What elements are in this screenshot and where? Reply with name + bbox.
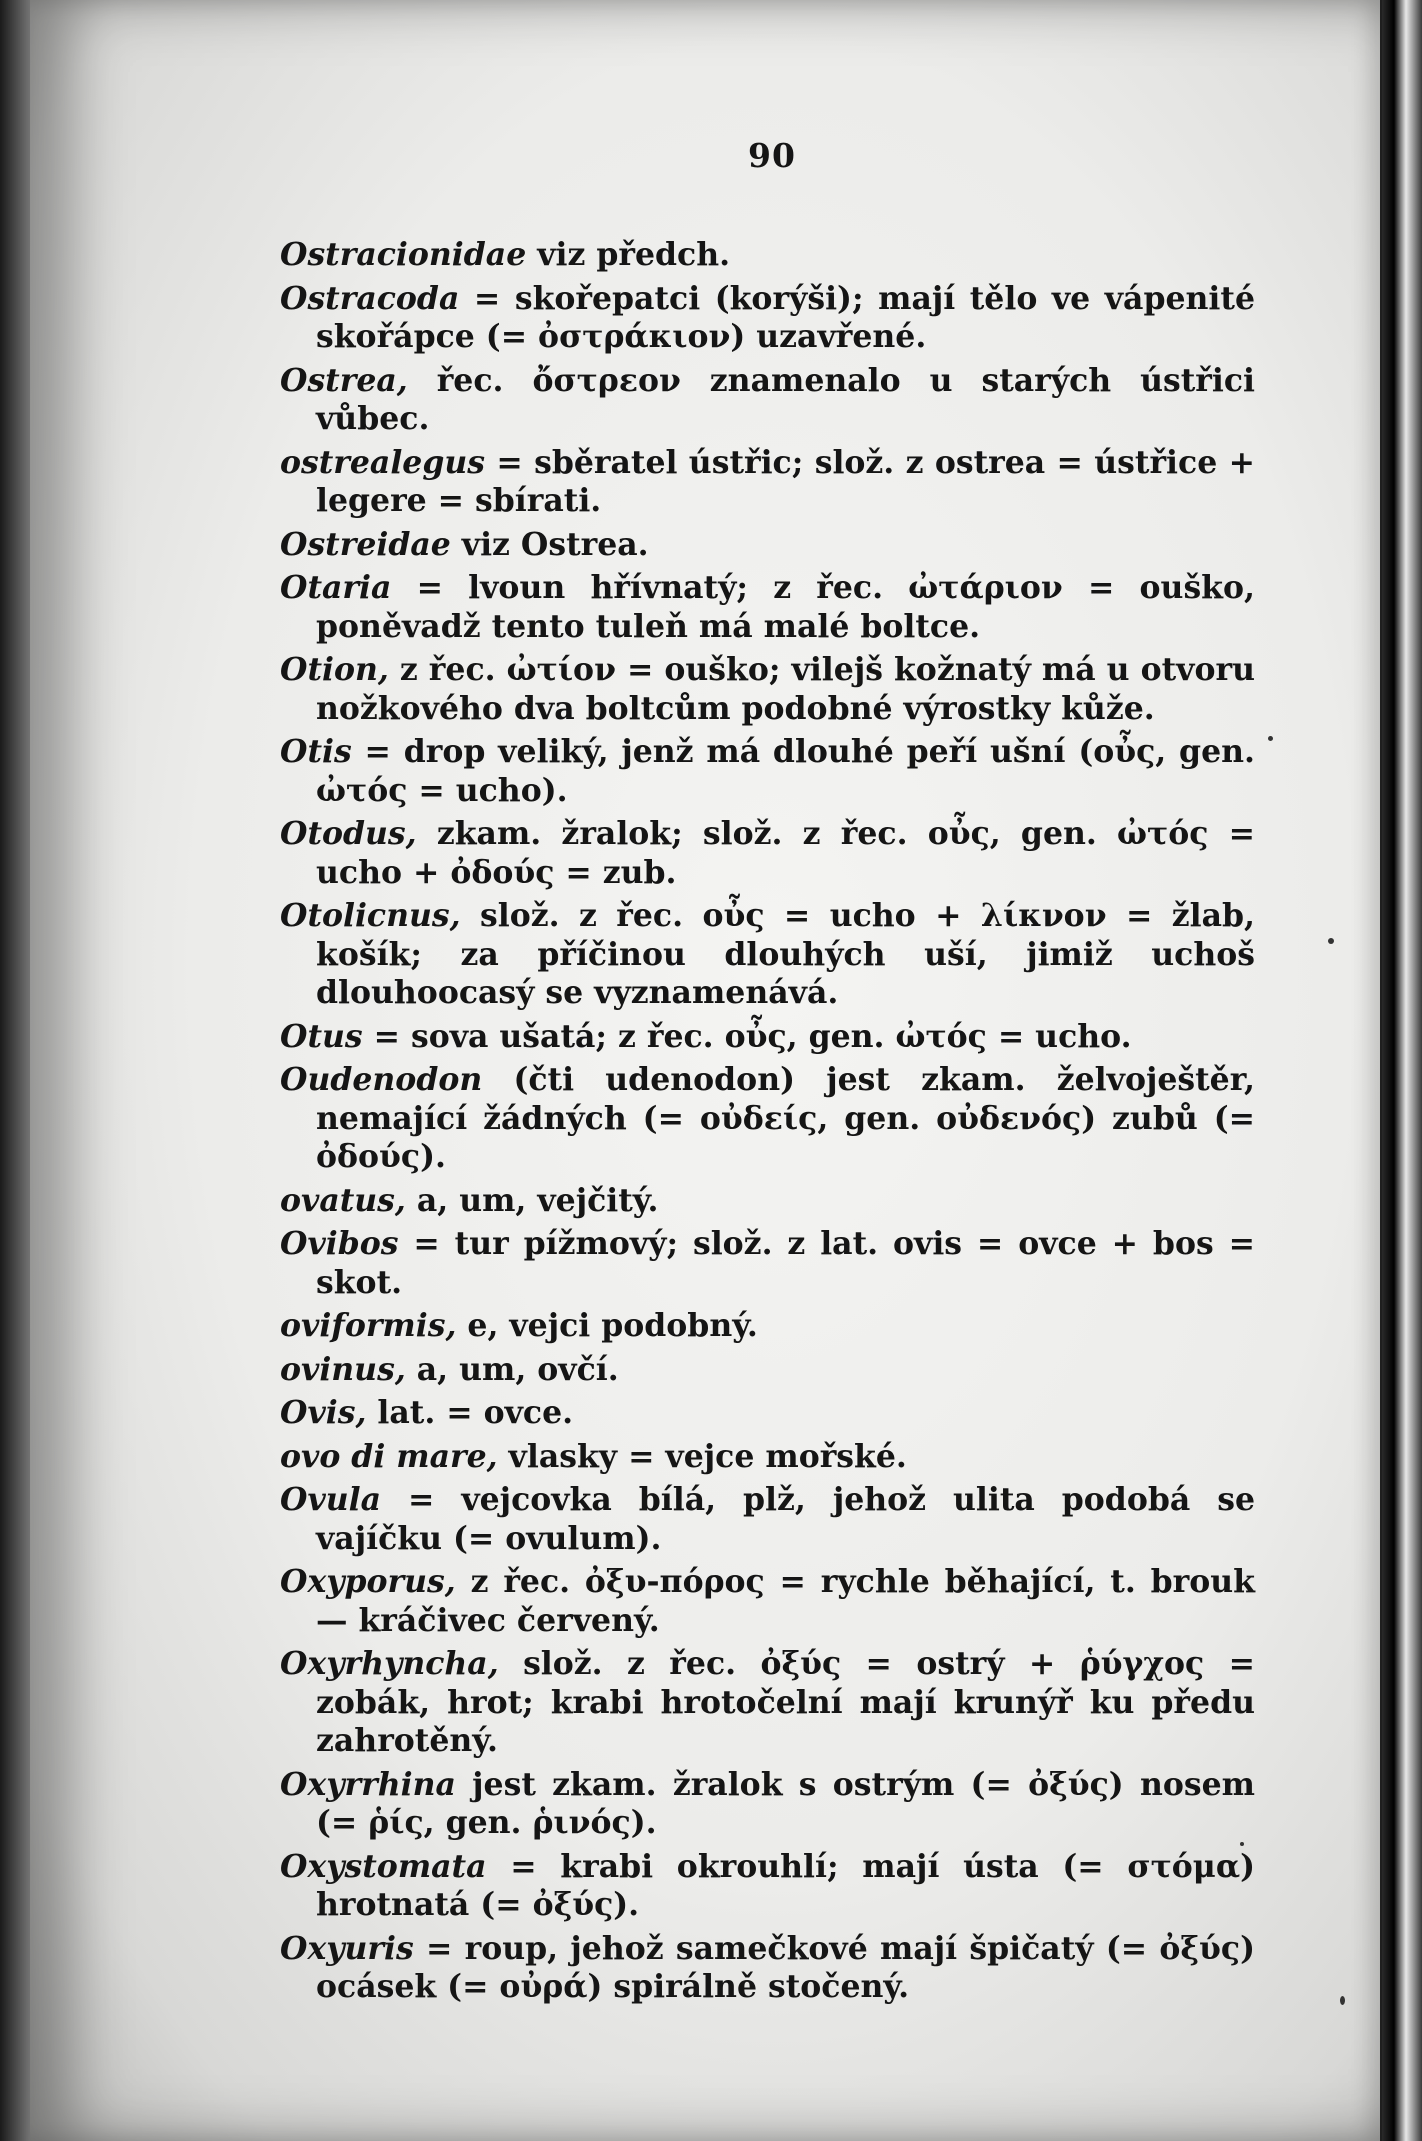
- entry-definition: viz Ostrea.: [450, 525, 649, 563]
- entry-headword: ovinus,: [280, 1350, 406, 1388]
- entry-definition: a, um, vejčitý.: [405, 1181, 659, 1219]
- entry-definition: viz předch.: [526, 236, 731, 273]
- entry-definition: = sběratel ústřic; slož. z ostrea = ústřice + legere = sbírati.: [316, 443, 1255, 519]
- entry-headword: Otion,: [280, 651, 389, 688]
- entry-headword: Otaria: [280, 569, 392, 606]
- entry-headword: Oxystomata: [280, 1847, 487, 1885]
- entry-definition: e, vejci podobný.: [456, 1307, 758, 1344]
- entry-headword: Ovis,: [280, 1394, 367, 1431]
- dictionary-entry: [280, 1848, 1255, 1925]
- entry-headword: oviformis,: [280, 1307, 457, 1344]
- entry-definition: (čti udenodon) jest zkam. želvoještěr, nemající žádných (= οὐδείς, gen. οὐδενός) zubů (= ὀδούς).: [316, 1061, 1255, 1175]
- entry-headword: Ostreidae: [280, 525, 451, 563]
- entry-definition: = drop veliký, jenž má dlouhé peří ušní (οὖς, gen. ὠτός = ucho).: [316, 733, 1255, 809]
- entry-definition: zkam. žralok; slož. z řec. οὖς, gen. ὠτός = ucho + ὀδούς = zub.: [316, 815, 1255, 891]
- dictionary-entry: [280, 1645, 1255, 1761]
- entry-definition: z řec. ὀξυ-πόρος = rychle běhající, t. brouk — kráčivec červený.: [316, 1563, 1255, 1639]
- dictionary-entry: [280, 1930, 1255, 2007]
- entry-definition: = tur pížmový; slož. z lat. ovis = ovce + bos = skot.: [316, 1225, 1255, 1301]
- dictionary-entry: [280, 1225, 1255, 1302]
- entry-headword: Ovula: [280, 1481, 382, 1518]
- entry-definition: a, um, ovčí.: [405, 1350, 619, 1388]
- entry-headword: Ostracionidae: [280, 236, 527, 273]
- entry-definition: slož. z řec. ὀξύς = ostrý + ῥύγχος = zobák, hrot; krabi hrotočelní mají krunýř ku předu zahrotěný.: [316, 1645, 1255, 1759]
- dictionary-entry: [280, 1481, 1255, 1558]
- dictionary-entry: [280, 1018, 1255, 1057]
- entry-definition: = krabi okrouhlí; mají ústa (= στόμα) hrotnatá (= ὀξύς).: [316, 1847, 1255, 1923]
- dictionary-entry: [280, 1394, 1255, 1433]
- dictionary-entry: [280, 569, 1255, 646]
- dictionary-entry: [280, 651, 1255, 728]
- dictionary-entry: [280, 526, 1255, 565]
- entry-headword: Oxyporus,: [280, 1563, 456, 1600]
- dictionary-entry: [280, 1182, 1255, 1221]
- entry-headword: Otis: [280, 733, 352, 770]
- scan-speck: [1240, 1842, 1244, 1846]
- entry-definition: vlasky = vejce mořské.: [497, 1437, 907, 1475]
- dictionary-entry: [280, 733, 1255, 810]
- entry-definition: slož. z řec. οὖς = ucho + λίκνον = žlab, košík; za příčinou dlouhých uší, jimiž uchoš dlouhoocasý se vyznamenává.: [316, 897, 1255, 1011]
- dictionary-entry: [280, 1438, 1255, 1477]
- page-number: 90: [748, 136, 796, 175]
- scan-speck: [1268, 736, 1273, 741]
- dictionary-entry: [280, 1766, 1255, 1843]
- dictionary-entry: [280, 444, 1255, 521]
- entry-definition: z řec. ὠτίον = ouško; vilejš kožnatý má u otvoru nožkového dva boltcům podobné výrostky kůže.: [316, 651, 1255, 727]
- entry-headword: ovo di mare,: [280, 1437, 498, 1475]
- scan-speck: [1340, 1996, 1345, 2005]
- entry-headword: Oxyuris: [280, 1929, 414, 1967]
- entry-definition: = skořepatci (korýši); mají tělo ve vápenité skořápce (= ὀστράκιον) uzavřené.: [316, 279, 1255, 355]
- entry-definition: = vejcovka bílá, plž, jehož ulita podobá se vajíčku (= ovulum).: [316, 1481, 1255, 1557]
- entry-headword: ostrealegus: [280, 443, 486, 481]
- dictionary-entry: [280, 897, 1255, 1013]
- entry-headword: Otus: [280, 1017, 363, 1055]
- entry-definition: = sova ušatá; z řec. οὖς, gen. ὠτός = ucho.: [362, 1017, 1132, 1055]
- entry-definition: jest zkam. žralok s ostrým (= ὀξύς) nosem (= ῥίς, gen. ῥινός).: [316, 1765, 1255, 1841]
- entry-headword: Otodus,: [280, 815, 417, 852]
- entry-headword: Oxyrrhina: [280, 1765, 456, 1803]
- entry-headword: Oudenodon: [280, 1061, 483, 1098]
- entry-definition: řec. ὄστρεον znamenalo u starých ústřici vůbec.: [316, 361, 1255, 437]
- entry-definition: lat. = ovce.: [366, 1394, 574, 1431]
- entry-definition: = roup, jehož samečkové mají špičatý (= ὀξύς) ocásek (= οὐρά) spirálně stočený.: [316, 1929, 1255, 2005]
- dictionary-entry: [280, 1351, 1255, 1390]
- entry-headword: Ovibos: [280, 1225, 399, 1262]
- entry-definition: = lvoun hřívnatý; z řec. ὠτάριον = ouško, poněvadž tento tuleň má malé boltce.: [316, 569, 1255, 645]
- dictionary-entry: [280, 362, 1255, 439]
- entry-headword: ovatus,: [280, 1181, 406, 1219]
- dictionary-entries: [280, 236, 1255, 2012]
- scan-speck: [1328, 938, 1334, 944]
- dictionary-entry: [280, 280, 1255, 357]
- entry-headword: Ostrea,: [280, 361, 408, 399]
- dictionary-entry: [280, 1307, 1255, 1346]
- dictionary-entry: [280, 1563, 1255, 1640]
- dictionary-entry: [280, 815, 1255, 892]
- dictionary-entry: [280, 236, 1255, 275]
- entry-headword: Oxyrhyncha,: [280, 1645, 499, 1682]
- entry-headword: Ostracoda: [280, 279, 460, 317]
- dictionary-entry: [280, 1061, 1255, 1177]
- book-binding-edge: [1382, 0, 1422, 2141]
- entry-headword: Otolicnus,: [280, 897, 461, 934]
